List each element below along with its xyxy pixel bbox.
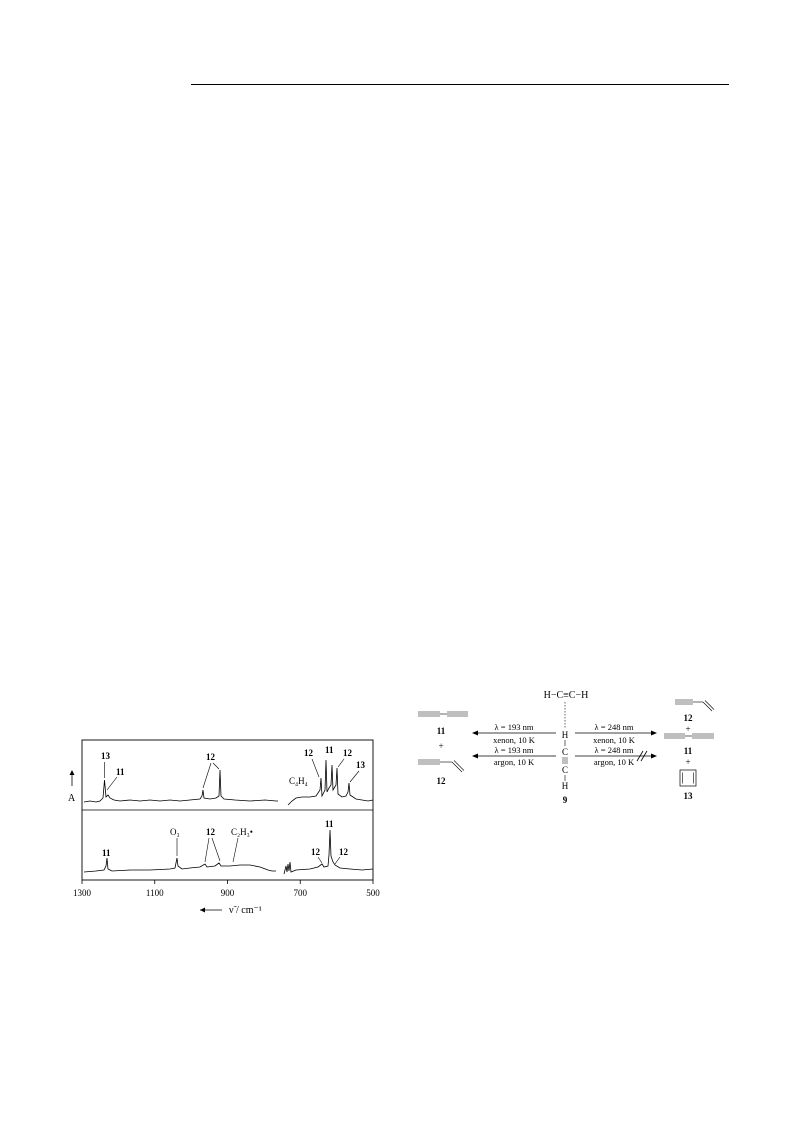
arrow-head-icon — [200, 908, 205, 913]
arrow-label: xenon, 10 K — [593, 735, 635, 745]
x-axis-label: ν̃ / cm⁻¹ — [229, 905, 262, 916]
compound-label: C₄H₄ — [289, 776, 308, 786]
peak-label: 12 — [206, 752, 215, 762]
peak-label: 11 — [102, 848, 111, 858]
tick-label: 1100 — [145, 888, 164, 898]
plus-sign: + — [685, 757, 691, 767]
compound-number: 13 — [683, 791, 693, 801]
peak-label: 12 — [206, 827, 215, 837]
compound-label: C₂H₃• — [231, 827, 253, 837]
tick-label: 1300 — [73, 888, 91, 898]
peak-label: 13 — [356, 760, 365, 770]
top-trace — [84, 760, 373, 805]
arrow-head-icon — [70, 770, 75, 775]
acetylene-top: H−C≡C−H — [543, 690, 589, 701]
atom-c: C — [561, 747, 569, 757]
compound-number: 11 — [436, 726, 446, 736]
atom-h: H — [561, 781, 569, 791]
compound-number: 9 — [562, 795, 568, 805]
arrow-label: xenon, 10 K — [493, 735, 535, 745]
arrow-label: argon, 10 K — [493, 757, 535, 767]
arrow-label: λ = 193 nm — [494, 745, 534, 755]
tick-label: 700 — [293, 888, 307, 898]
arrow-label: λ = 248 nm — [594, 722, 634, 732]
peak-label: 12 — [339, 847, 348, 857]
compound-number: 12 — [683, 713, 693, 723]
arrow-label: λ = 193 nm — [494, 722, 534, 732]
atom-c: C — [561, 765, 569, 775]
arrow-label: argon, 10 K — [593, 757, 635, 767]
peak-label: 12 — [343, 748, 352, 758]
plus-sign: + — [685, 724, 691, 734]
peak-label: 11 — [116, 767, 125, 777]
atom-h: H — [561, 730, 569, 740]
arrow-label: λ = 248 nm — [594, 745, 634, 755]
peak-label: 12 — [304, 748, 313, 758]
tick-label: 500 — [366, 888, 380, 898]
compound-number: 12 — [436, 776, 446, 786]
compound-label: O₃ — [170, 827, 180, 837]
y-axis-label: A — [68, 793, 76, 804]
bottom-trace — [84, 830, 373, 874]
peak-label: 11 — [325, 745, 334, 755]
plus-sign: + — [438, 741, 444, 751]
peak-label: 11 — [325, 819, 334, 829]
tick-label: 900 — [220, 888, 235, 898]
compound-number: 11 — [683, 746, 693, 756]
peak-label: 13 — [101, 751, 110, 761]
peak-label: 12 — [311, 847, 320, 857]
